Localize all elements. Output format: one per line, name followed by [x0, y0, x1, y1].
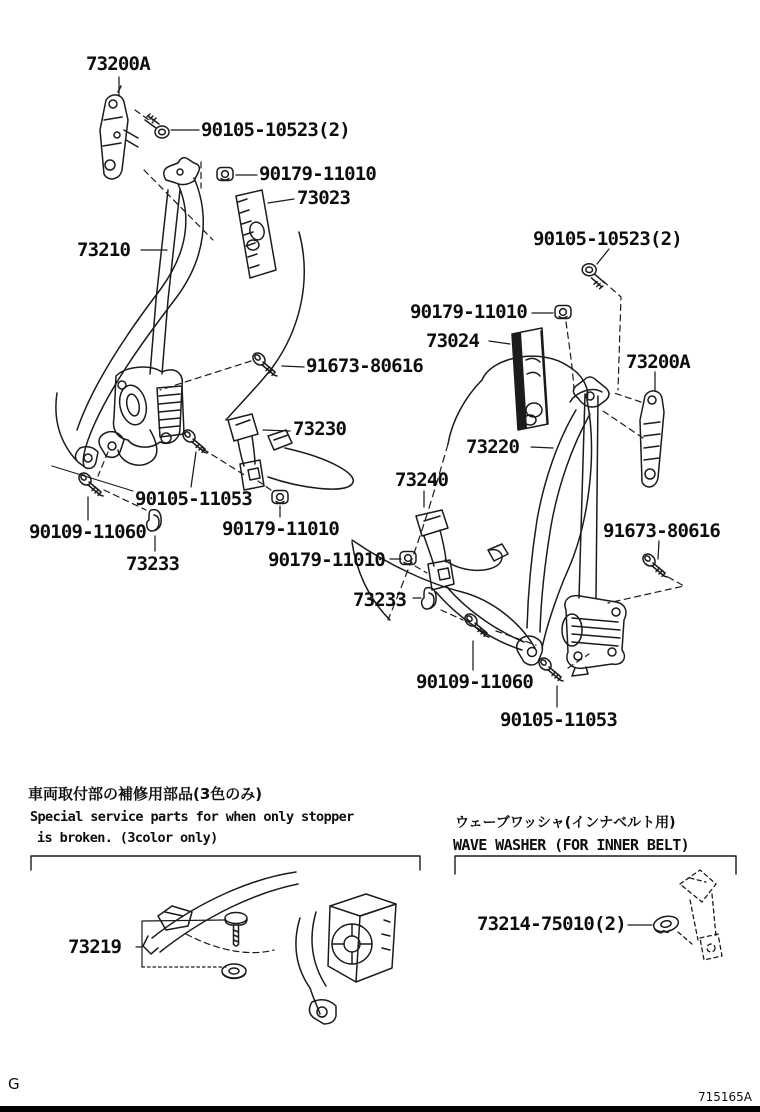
right-section-bracket — [455, 856, 736, 874]
inner-belt-reference-dashed — [678, 870, 722, 960]
left-stopper-clip-73233 — [147, 510, 162, 531]
callout-73219[interactable]: 73219 — [68, 936, 122, 958]
right-belt-guide-73024 — [512, 328, 548, 430]
bolt-icon-90105-10523-right — [581, 263, 607, 289]
nut-icon-90179-11010-topright — [555, 306, 571, 319]
callout-73233-left[interactable]: 73233 — [126, 553, 180, 575]
callout-90105-10523-left[interactable]: 90105-10523(2) — [201, 119, 350, 141]
stopper-pin-73219 — [225, 913, 247, 947]
callout-91673-80616-right[interactable]: 91673-80616 — [603, 520, 721, 542]
callout-73240[interactable]: 73240 — [395, 469, 449, 491]
left-retractor-assembly — [99, 367, 184, 465]
screw-icon-91673-80616-left — [251, 351, 277, 376]
note-left-english-2: is broken. (3color only) — [37, 830, 218, 846]
bottom-border-bar — [0, 1106, 760, 1112]
left-section-bracket — [31, 856, 420, 870]
stopper-washer-73219 — [222, 964, 246, 979]
callout-90179-11010-topleft[interactable]: 90179-11010 — [259, 163, 377, 185]
right-belt-assembly-drawing — [352, 328, 664, 676]
page-code: G — [8, 1075, 20, 1093]
callout-90105-11053-right[interactable]: 90105-11053 — [500, 709, 618, 731]
callout-90105-11053-left[interactable]: 90105-11053 — [135, 488, 253, 510]
nut-icon-90179-11010-topleft — [217, 168, 233, 181]
right-inner-belt-73240 — [416, 510, 524, 650]
right-adjuster-73200a — [640, 391, 664, 487]
figure-code: 715165A — [698, 1090, 753, 1104]
callout-73233-right[interactable]: 73233 — [353, 589, 407, 611]
wave-washer-drawing — [455, 856, 736, 960]
left-belt-top-hanger — [164, 158, 200, 185]
callout-73214-75010[interactable]: 73214-75010(2) — [477, 913, 626, 935]
note-right-english: WAVE WASHER (FOR INNER BELT) — [453, 836, 690, 854]
left-belt-assembly-drawing — [52, 86, 353, 531]
note-left-japanese: 車両取付部の補修用部品(3色のみ) — [28, 785, 263, 803]
right-stopper-clip-73233 — [422, 588, 437, 609]
left-adjuster-73200a — [100, 86, 138, 179]
callout-73024[interactable]: 73024 — [426, 330, 480, 352]
callout-73220[interactable]: 73220 — [466, 436, 520, 458]
callout-90179-11010-mid-b[interactable]: 90179-11010 — [268, 549, 386, 571]
callout-90105-10523-right[interactable]: 90105-10523(2) — [533, 228, 682, 250]
callout-73200a-right[interactable]: 73200A — [626, 351, 690, 373]
note-right-japanese: ウェーブワッシャ(インナベルト用) — [455, 815, 676, 831]
screw-icon-90105-11053-right — [537, 656, 563, 681]
screw-icon-91673-80616-right — [641, 552, 667, 577]
callout-73210[interactable]: 73210 — [77, 239, 131, 261]
callout-91673-80616-left[interactable]: 91673-80616 — [306, 355, 424, 377]
callout-73230[interactable]: 73230 — [293, 418, 347, 440]
callout-90109-11060-left[interactable]: 90109-11060 — [29, 521, 147, 543]
callout-90179-11010-topright[interactable]: 90179-11010 — [410, 301, 528, 323]
note-left-english-1: Special service parts for when only stopper — [30, 809, 354, 825]
wave-washer-73214 — [652, 914, 680, 935]
left-seat-outline — [52, 232, 304, 491]
nut-icon-90179-11010-middle-a — [272, 491, 288, 504]
callout-73023[interactable]: 73023 — [297, 187, 351, 209]
callout-73200a-left[interactable]: 73200A — [86, 53, 150, 75]
bolt-icon-90105-10523-left — [145, 114, 169, 138]
callout-90179-11010-mid-a[interactable]: 90179-11010 — [222, 518, 340, 540]
callout-90109-11060-right[interactable]: 90109-11060 — [416, 671, 534, 693]
right-retractor-assembly — [562, 596, 626, 676]
